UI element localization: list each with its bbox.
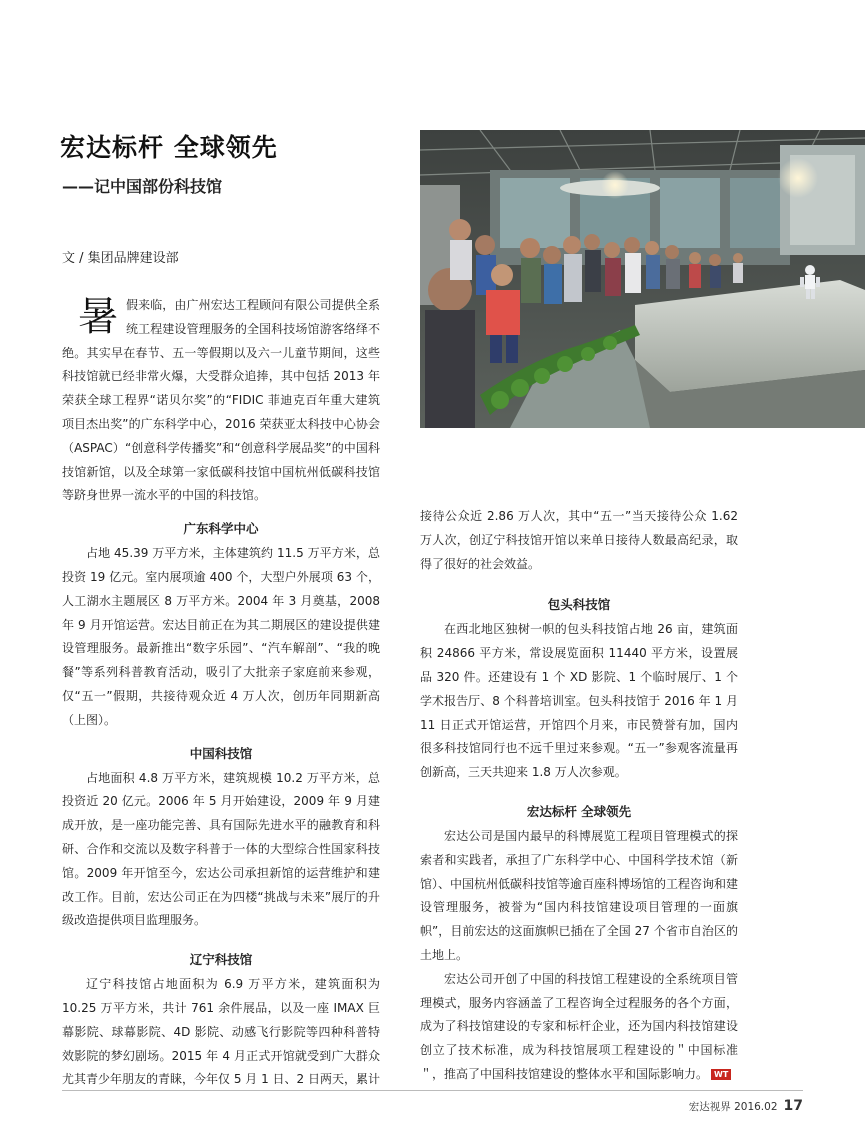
byline: 文 / 集团品牌建设部	[62, 251, 179, 266]
section-heading-baotou: 包头科技馆	[547, 597, 611, 613]
section-text-guangdong: 占地 45.39 万平方米，主体建筑约 11.5 万平方米，总投资 19 亿元。室内展项逾 400 个，大型户外展项 63 个，人工湖水主题展区 8 万平方米。2004 年 3 月奠基，2008 年 9 月开馆运营。宏达目前正在为其二期展区的建设提供建设管理服务。最新推出“数字乐园”、“汽车解剖”、“我的晚餐”等系列科普教育活动，吸引了大批亲子家庭前来参观，仅“五一”假期，共接待观众近 4 万人次，创历年同期新高（上图）。	[62, 546, 380, 727]
drop-cap: 暑	[78, 294, 118, 340]
footer-divider	[62, 1090, 803, 1091]
intro-text: 假来临，由广州宏达工程顾问有限公司提供全系统工程建设管理服务的全国科技场馆游客络绎不绝。其实早在春节、五一等假期以及六一儿童节期间，这些科技馆就已经非常火爆，大受群众追捧，其中包括 2013 年荣获全球工程界“诺贝尔奖”的“FIDIC 菲迪克百年重大建筑项目杰出奖”的广东科学中心，2016 荣获亚太科技中心协会（ASPAC）“创意科学传播奖”和“创意科学展品奖”的中国科技馆新馆，以及全球第一家低碳科技馆中国杭州低碳科技馆等跻身世界一流水平的中国的科技馆。	[62, 298, 380, 503]
section-text-hongda-2	[420, 968, 738, 1087]
end-mark-badge: WT	[711, 1069, 731, 1080]
exhibition-hall-image	[420, 130, 865, 428]
section-text-hongda-2-body: 宏达公司开创了中国的科技馆工程建设的全系统项目管理模式，服务内容涵盖了工程咨询全过程服务的各个方面，成为了科技馆建设的专家和标杆企业，还为国内科技馆建设创立了技术标准，成为科技馆展项工程建设的＂中国标准＂，推高了中国科技馆建设的整体水平和国际影响力。	[420, 971, 738, 1081]
science-center-photo	[420, 130, 865, 428]
section-heading-hongda: 宏达标杆 全球领先	[526, 803, 632, 819]
section-text-hongda-1: 宏达公司是国内最早的科博展览工程项目管理模式的探索者和实践者，承担了广东科学中心、中国科学技术馆（新馆）、中国杭州低碳科技馆等逾百座科博场馆的工程咨询和建设管理服务，被誉为“国内科技馆建设项目管理的一面旗帜”，目前宏达的这面旗帜已插在了全国 27 个省市自治区的土地上。	[420, 828, 739, 962]
section-text-liaoning: 辽宁科技馆占地面积为 6.9 万平方米，建筑面积为 10.25 万平方米，共计 761 余件展品，以及一座 IMAX 巨幕影院、球幕影院、4D 影院、动感飞行影院等四种科普特效影院的梦幻剧场。2015 年 4 月正式开馆就受到广大群众尤其青少年朋友的青睐，今年仅 5 月 1 日、2 日两天，累计	[62, 977, 380, 1087]
section-text-liaoning-continued: 接待公众近 2.86 万人次，其中“五一”当天接待公众 1.62 万人次，创辽宁科技馆开馆以来单日接待人数最高纪录，取得了很好的社会效益。	[420, 509, 738, 571]
intro-paragraph	[62, 294, 380, 508]
section-heading-guangdong: 广东科学中心	[183, 521, 259, 537]
right-column	[420, 505, 738, 1087]
article-subtitle: ——记中国部份科技馆	[62, 177, 223, 196]
article-title: 宏达标杆 全球领先	[60, 133, 278, 162]
section-text-china: 占地面积 4.8 万平方米，建筑规模 10.2 万平方米，总投资近 20 亿元。2006 年 5 月开始建设，2009 年 9 月建成开放，是一座功能完善、具有国际先进水平的融教育和科研、合作和交流以及数字科普于一体的大型综合性国家科技馆。2009 年开馆至今，宏达公司承担新馆的运营维护和建改工作。目前，宏达公司正在为四楼“挑战与未来”展厅的升级改造提供项目监理服务。	[62, 770, 380, 928]
section-text-baotou: 在西北地区独树一帜的包头科技馆占地 26 亩，建筑面积 24866 平方米，常设展览面积 11440 平方米，设置展品 320 件。还建设有 1 个 XD 影院、1 个临时展厅、1 个学术报告厅、8 个科普培训室。包头科技馆于 2016 年 1 月 11 日正式开馆运营，开馆四个月来，市民赞誉有加，国内很多科技馆同行也不远千里过来参观。“五一”参观客流量再创新高，三天共迎来 1.8 万人次参观。	[420, 622, 738, 780]
section-heading-liaoning: 辽宁科技馆	[189, 952, 253, 968]
left-column	[62, 294, 380, 1092]
magazine-issue: 宏达视界 2016.02	[688, 1101, 778, 1113]
page-number: 17	[783, 1098, 803, 1114]
page-footer	[689, 1098, 803, 1114]
section-heading-china: 中国科技馆	[189, 745, 253, 761]
